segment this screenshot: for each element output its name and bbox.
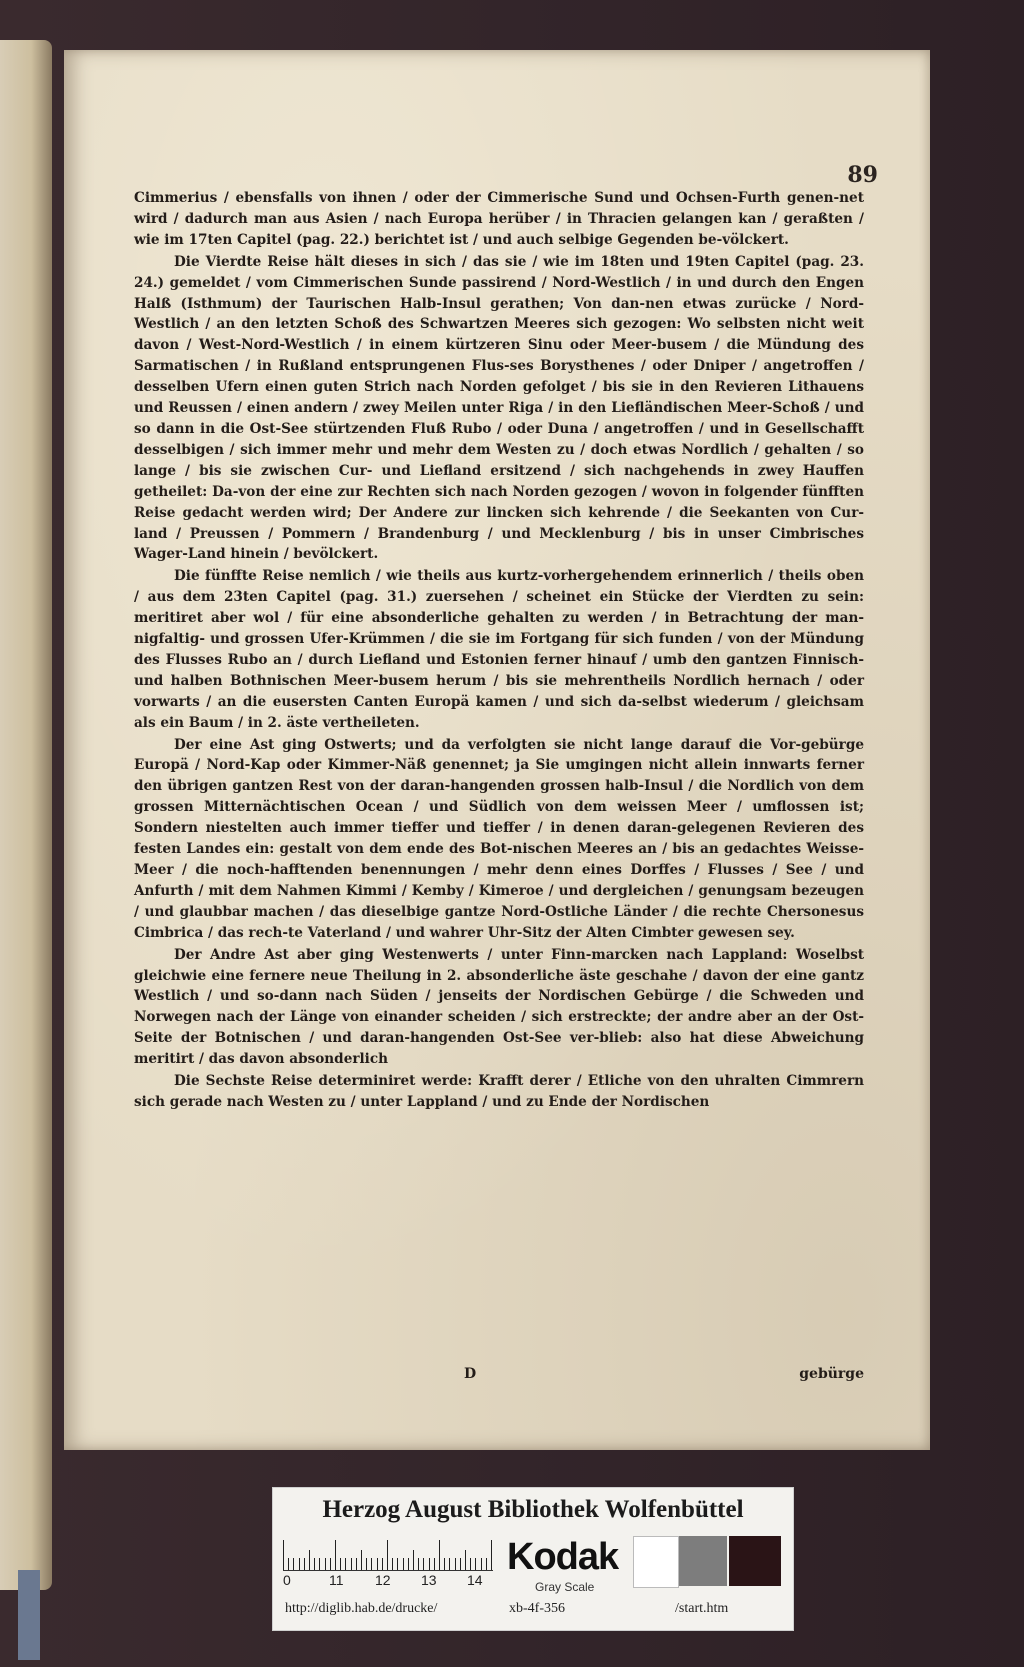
start-link: /start.htm xyxy=(675,1601,729,1616)
ruler-number: 0 xyxy=(283,1572,291,1588)
gray-swatch-mid xyxy=(679,1536,727,1586)
ruler-tick xyxy=(330,1558,331,1570)
ruler-tick xyxy=(475,1558,476,1570)
ruler-tick xyxy=(340,1558,341,1570)
bookmark-strip xyxy=(18,1570,40,1660)
ruler-tick xyxy=(465,1550,466,1570)
ruler-tick xyxy=(304,1558,305,1570)
ruler-tick xyxy=(361,1550,362,1570)
ruler-numbers xyxy=(283,1572,493,1590)
paragraph: Die Vierdte Reise hält dieses in sich / das sie / wie im 18ten und 19ten Capitel (pag. 23. 24.) gemeldet / vom Cimmerischen Sunde passirend / Nord-Westlich / in und durch den Engen Halß (Isthmum) der Taurischen Halb-Insul gerathen; Von dan-nen etwas zurücke / Nord-Westlich / an den letzten Schoß des Schwartzen Meeres sich gezogen: Wo selbsten nicht weit davon / West-Nord-Westlich / in einem kürtzeren Sinu oder Meer-busem / die Mündung des Sarmatischen / in Rußland entsprungenen Flus-ses Borysthenes / oder Dniper / angetroffen / desselben Ufern einen guten Strich nach Norden gefolget / bis sie in den Revieren Lithauens und Reussen / einen andern / zwey Meilen unter Riga / in den Liefländischen Meer-Schoß / und so dann in die Ost-See stürtzenden Fluß Rubo / oder Duna / angetroffen / und in Gesellschafft desselbigen / sich immer mehr und mehr dem Westen zu / doch etwas Nordlich / gehalten / so lange / bis sie zwischen Cur- und Liefland ersitzend / sich nachgehends in zwey Hauffen getheilet: Da-von der eine zur Rechten sich nach Norden gezogen / wovon in folgender fünfften Reise gedacht werden wird; Der Andere zur lincken sich kehrende / die Seekanten von Cur-land / Preussen / Pommern / Brandenburg / und Mecklenburg / bis in unser Cimbrisches Wager-Land hinein / bevölckert. xyxy=(134,253,864,563)
ruler-tick xyxy=(403,1558,404,1570)
ruler-tick xyxy=(371,1558,372,1570)
ruler-tick xyxy=(345,1558,346,1570)
paragraph: Cimmerius / ebensfalls von ihnen / oder der Cimmerische Sund und Ochsen-Furth genen-net wird / dadurch man aus Asien / nach Europa herüber / in Thracien gelangen kan / geraßten / wie im 17ten Capitel (pag. 22.) berichtet ist / und auch selbige Gegenden be-völckert. xyxy=(134,190,864,248)
ruler-tick xyxy=(449,1558,450,1570)
ruler-tick xyxy=(486,1558,487,1570)
ruler-number: 14 xyxy=(467,1572,483,1588)
ruler-tick xyxy=(283,1540,284,1570)
ruler-tick xyxy=(397,1558,398,1570)
ruler-tick xyxy=(309,1550,310,1570)
ruler-tick xyxy=(418,1558,419,1570)
ruler-tick xyxy=(444,1558,445,1570)
page-footer xyxy=(134,1366,864,1406)
ruler-number: 11 xyxy=(329,1572,344,1588)
ruler-tick xyxy=(356,1558,357,1570)
page-number: 89 xyxy=(847,162,878,188)
gray-scale-label: Gray Scale xyxy=(535,1580,595,1594)
signature-mark: D xyxy=(464,1366,477,1382)
scale-ruler xyxy=(283,1536,493,1571)
book-page xyxy=(64,50,930,1450)
catchword: gebürge xyxy=(799,1366,864,1382)
gray-swatch-dark xyxy=(729,1536,781,1586)
ruler-tick xyxy=(377,1558,378,1570)
ruler-tick xyxy=(392,1558,393,1570)
paragraph: Die Sechste Reise determiniret werde: Krafft derer / Etliche von den uhralten Cimmrern sich gerade nach Westen zu / unter Lappland / und zu Ende der Nordischen xyxy=(134,1073,864,1110)
ruler-tick xyxy=(408,1558,409,1570)
ruler-tick xyxy=(387,1540,388,1570)
ruler-number: 13 xyxy=(421,1572,437,1588)
ruler-tick xyxy=(382,1558,383,1570)
ruler-tick xyxy=(413,1550,414,1570)
source-url: http://diglib.hab.de/drucke/ xyxy=(285,1601,438,1616)
ruler-tick xyxy=(366,1558,367,1570)
ruler-tick xyxy=(481,1558,482,1570)
page-text xyxy=(134,188,864,1114)
gray-swatch-white xyxy=(633,1536,679,1588)
ruler-tick xyxy=(434,1558,435,1570)
ruler-number: 12 xyxy=(375,1572,391,1588)
library-title: Herzog August Bibliothek Wolfenbüttel xyxy=(322,1496,744,1523)
ruler-tick xyxy=(429,1558,430,1570)
ruler-tick xyxy=(293,1558,294,1570)
ruler-tick xyxy=(460,1558,461,1570)
ruler-tick xyxy=(470,1558,471,1570)
kodak-logo: Kodak xyxy=(507,1536,619,1578)
paragraph: Der Andre Ast aber ging Westenwerts / unter Finn-marcken nach Lappland: Woselbst gleichwie eine fernere neue Theilung in 2. absonderliche äste geschahe / davon der eine gantz Westlich / und so-dann nach Süden / jenseits der Nordischen Gebürge / die Schweden und Norwegen nach der Länge von einander scheiden / sich erstreckte; der andre aber an der Ost-Seite der Botnischen / und daran-hangenden Ost-See ver-blieb: also hat diese Abweichung meritirt / das davon absonderlich xyxy=(134,946,864,1068)
ruler-tick xyxy=(423,1558,424,1570)
ruler-tick xyxy=(455,1558,456,1570)
ruler-tick xyxy=(335,1540,336,1570)
adjacent-page-edge xyxy=(0,40,52,1590)
paragraph: Der eine Ast ging Ostwerts; und da verfolgten sie nicht lange darauf die Vor-gebürge Europä / Nord-Kap oder Kimmer-Näß genennet; ja Sie umgingen nicht allein innwarts ferner den übrigen gantzen Rest von der daran-hangenden grossen halb-Insul / die Nordlich von dem grossen Mitternächtischen Ocean / und Südlich von dem weissen Meer / umflossen ist; Sondern niestelten auch immer tieffer und tieffer / in denen daran-gelegenen Revieren des festen Landes ein: gestalt von dem ende des Bot-nischen Meeres an / bis an gedachtes Weisse-Meer / die noch-hafftenden benennungen / mehr denn eines Dorffes / Flusses / See / und Anfurth / mit dem Nahmen Kimmi / Kemby / Kimeroe / und dergleichen / genungsam bezeugen / und glaubbar machen / das dieselbige gantze Nord-Ostliche Länder / die rechte Chersonesus Cimbrica / das rech-te Vaterland / und wahrer Uhr-Sitz der Alten Cimbter gewesen sey. xyxy=(134,736,864,941)
ruler-tick xyxy=(491,1540,492,1570)
ruler-tick xyxy=(288,1558,289,1570)
paragraph: Die fünffte Reise nemlich / wie theils aus kurtz-vorhergehendem erinnerlich / theils oben / aus dem 23ten Capitel (pag. 31.) zuersehen / scheinet ein Stücke der Vierdten zu sein: meritiret aber wol / für eine absonderliche gehalten zu werden / in Betrachtung der man-nigfaltig- und grossen Ufer-Krümmen / die sie im Fortgang für sich funden / von der Mündung des Flusses Rubo an / durch Liefland und Estonien ferner hinauf / umb den gantzen Finnisch- und halben Bothnischen Meer-busem herum / bis sie mehrentheils Nordlich hernach / oder vorwarts / an die eusersten Canten Europä kamen / und sich da-selbst wiederum / gleichsam als ein Baum / in 2. äste vertheileten. xyxy=(134,568,864,731)
ruler-tick xyxy=(351,1558,352,1570)
ruler-tick xyxy=(314,1558,315,1570)
shelfmark: xb-4f-356 xyxy=(509,1601,565,1616)
ruler-tick xyxy=(439,1540,440,1570)
color-target xyxy=(272,1487,794,1631)
ruler-tick xyxy=(299,1558,300,1570)
ruler-tick xyxy=(325,1558,326,1570)
ruler-tick xyxy=(319,1558,320,1570)
